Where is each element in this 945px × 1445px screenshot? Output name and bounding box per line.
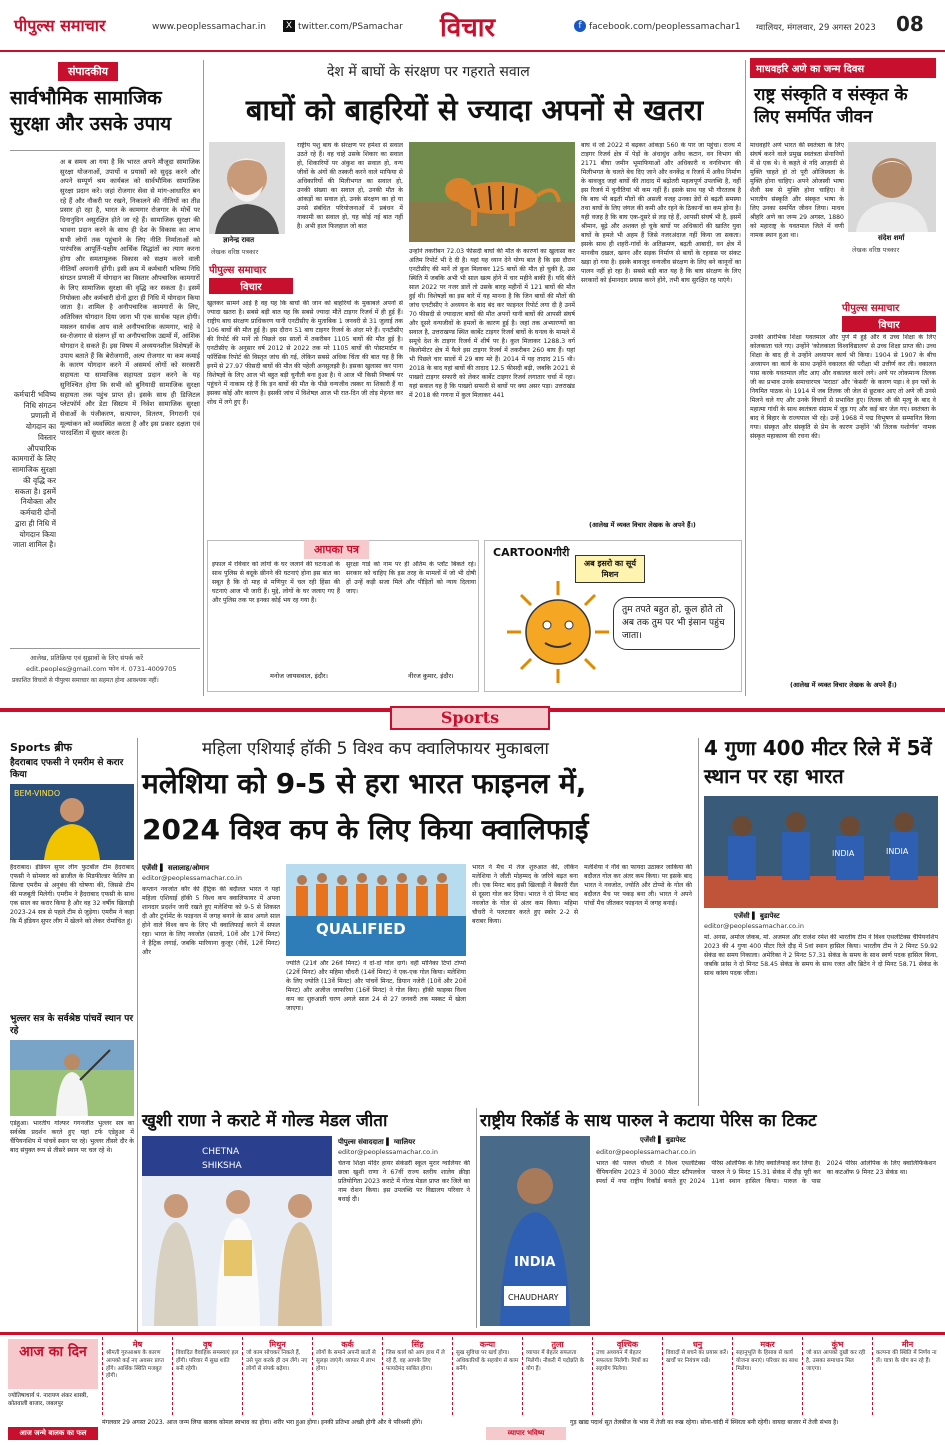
parul-story: [480, 1108, 938, 1328]
letter-1: इफाल में रविवार को लोगों के घर जलाने की घटनाओं के साथ पुलिस से बदूके छीनने की घटनाएं होना इस बात का सबूत है कि दो माह से मणिपुर में चल रही हिंसा की घटनाएं आज भी जारी हैं। मुद्दे, लोगों के घर जलाए गए हैं और पुलिस तक पर इनका कोई भय रह गया है।: [212, 561, 340, 604]
brand-logo: पीपुल्स समाचार: [209, 265, 267, 276]
brief-tag: Sports ब्रीफ: [10, 741, 73, 754]
tiger-col1: राष्ट्रीय पशु बाघ के संरक्षण पर हमेशा से सवाल उठते रहे हैं। वह चाहे उसके शिकार का सवाल हो, शिकारियों पर अंकुश का सवाल हो, वन्य जीवों के अंगों की तस्करी करने वाले माफिया से अधिकारियों की मिलीभगत का सवाल हो, उनकी संख्या का सवाल हो, उनकी मौत के आंकड़ों का सवाल हो, उनके संरक्षण का हो या उनसे संबंधित परियोजनाओं में प्रबंधन में नाकामी का सवाल हो, यह कोई नई बात नहीं है। अभी हाल फिलहाल जो बात: [297, 142, 403, 230]
letters-title: आपका पत्र: [304, 540, 369, 559]
qualified-banner: QUALIFIED: [316, 920, 406, 938]
tiger-kicker: देश में बाघों के संरक्षण पर गहराते सवाल: [327, 64, 530, 80]
astrologer-note: ज्योतिषाचार्य पं. नारायण शंकर शास्त्री, कोतवाली बाजार, जबलपुर: [8, 1393, 89, 1407]
twitter-icon: X: [283, 20, 295, 32]
letter-2: सुरक्षा गार्ड को नाम पर ही अंतिम के प्लॉट बिकते रहे। सरकार को चाहिए कि इस तरह के मामलों में जो भी दोषी हों उन्हें कड़ी सजा मिले और पीड़ितों को न्याय दिलाया जाए।: [346, 561, 476, 595]
editorial-tag: संपादकीय: [58, 62, 118, 81]
khushi-story: [142, 1108, 472, 1328]
tiger-article: [207, 56, 742, 536]
horoscope-strip: [0, 1332, 945, 1445]
parul-body: भारत की पारुल चौधरी ने विश्व एथलेटिक्स चैंपियनशिप 2023 में 3000 मीटर स्टीपलचेज स्पर्धा में नया राष्ट्रीय रिकॉर्ड बनाते हुए 2024 पेरिस ओलंपिक के लिए क्वालिफाई कर लिया है। पारुल ने 9 मिनट 15.31 सेकंड में दौड़ पूरी कर 11वां स्थान हासिल किया। पारुल के पास 2024 पेरिस ओलंपिक के लिए क्वालिफिकेशन का कटऑफ 9 मिनट 23 सेकंड था।: [596, 1160, 936, 1185]
apte-body-2: उनकी आरंभिक शिक्षा यवतमाल और पुणे में हुई और वे उच्च शिक्षा के लिए कोलकाता चले गए। उन्होंने 'कोलकाता विश्वविद्यालय' से उच्च शिक्षा प्राप्त की। उच्च शिक्षा के बाद ही वे उन्होंने अध्यापन कार्य भी किया। 1904 से 1907 के बीच अध्यापन का कार्य के साथ उन्होंने वकालत की परीक्षा भी उत्तीर्ण कर ली। वकालत पास करके यवतमाल लौट आए और वकालत करने लगे। अणे पर लोकमान्य तिलक जी का प्रभाव उनके समाचारपत्र 'मराठा' और 'केसरी' के कारण पड़ा। वे इन पत्रों के नियमित पाठक थे। 1914 में जब तिलक जी जेल से छूटकर आए तो अणे जी उनसे मिलने चले गए और उनके विचारों से प्रभावित हुए। तिलक जी की मृत्यु के बाद वे महात्मा गांधी के साथ स्वतंत्रता संग्राम में जुड़ गए और कई बार जेल गए। स्वतंत्रता के बाद वे बिहार के राज्यपाल भी रहे। उन्हें 1968 में पद्म विभूषण से सम्मानित किया गया। संस्कृत और संस्कृति से प्रेम के कारण उन्होंने 'श्री तिलक यशोर्णव' नामक संस्कृत महाकाव्य की रचना की।: [750, 334, 936, 440]
brand-tag: विचार: [209, 278, 293, 294]
apte-tag: माधवहरि अणे का जन्म दिवस: [750, 58, 936, 78]
masthead: [0, 0, 945, 52]
parul-headline: राष्ट्रीय रिकॉर्ड के साथ पारुल ने कटाया पेरिस का टिकट: [480, 1111, 817, 1131]
svg-text:BEM-VINDO: BEM-VINDO: [14, 789, 61, 798]
svg-text:CHAUDHARY: CHAUDHARY: [508, 1293, 559, 1302]
parul-photo: [480, 1136, 590, 1326]
editorial-body: अ ब समय आ गया है कि भारत अपने मौजूदा सामाजिक सुरक्षा योजनाओं, उपायों व प्रयासों को सुदृढ़ करने और अपने सम्पूर्ण श्रम कार्यबल को सार्वभौमिक सामाजिक सुरक्षा प्रदान करे। जहां रोजगार सेवा से मांग-आधारित बन रहे हैं और नौकरी पर रखने, निकालने की नीतियों का तीव्र प्रसार हो रहा है, भारत के कामगार रोजगार के मोर्चे पर दिनानुदिन असुरक्षित होते जा रहे हैं। सामाजिक सुरक्षा की भावना प्रदान करने के साथ ही देश के विकास का लाभ सभी लोगों तक पहुंचाने के लिए नीति निर्माताओं को पारंपरिक आपूर्ति-पक्षीय आर्थिक सिद्धांतों का त्याग करना होगा और समतामूलक विकास को सक्षम करने वाली नीतियाँ अपनानी होंगी। इसी क्रम में कर्मचारी भविष्य निधि संगठन प्रणाली में योगदान का विस्तार औपचारिक कामगारों के लिए सामाजिक सुरक्षा की वृद्धि कर सकता है। इसमें नियोक्ता और कर्मचारी दोनों द्वारा ही निधि में योगदान किया जाता है। शामिल है अनौपचारिक कामगारों के लिए, अतिरिक्त योगदान दिया जाना भी एक सार्थक पहल होगी। मसलन सार्थक आय वाले अनौपचारिक कामगार, चाहे वे स्व-रोजगार से संलग्न हों या अनौपचारिक उद्यमों में, आंशिक योगदान दे सकते हैं। इस विषय में अध्ययनशील विशेषज्ञों के उपाय बताते हैं कि बेरोजगारी, अल्प रोजगार या कम कमाई के कारण योगदान करने में असमर्थ लोगों को सरकारी सहायता या सामाजिक सहायता प्रदान करने के यह सुनिश्चित होगा कि सभी को बुनियादी सामाजिक सुरक्षा सहायता तक पहुंच प्राप्त हो। इसके साथ ही डिजिटल प्लेटफॉर्म और डेटा सिस्टम में निवेश सामाजिक सुरक्षा सेवाओं के पंजीकरण, सत्यापन, वितरण, निगरानी एवं मूल्यांकन को व्यवस्थित करता है और इस प्रकार दक्षता एवं पारदर्शिता में सुधार करता है।: [60, 158, 200, 438]
hockey-body-1: कप्तान नवजोत कौर की हैट्रिक की बदौलत भारत ने यहां महिला एशियाई हॉकी 5 विश्व कप क्वालिफायर में अपना शानदार प्रदर्शन जारी रखते हुए मलेशिया को 9-5 से शिकस्त दी और टूर्नामेंट के फाइनल में जगह बनाने के साथ अगले साल होने वाले विश्व कप के लिए भी क्वालिफाई करने में सफल रहा। भारत के लिए नवजोत (सातवें, 10वें और 17वें मिनट) ने हैट्रिक लगाई, जबकि मारियाना कुजूर (नौवें, 12वें मिनट) और: [142, 886, 280, 956]
birthday-tag: आज जन्मे बालक का फल: [8, 1427, 98, 1440]
sports-banner-label: Sports: [440, 708, 500, 727]
birthday-text: मंगलवार 29 अगस्त 2023. आज जन्म लिया बालक कोमल स्वभाव का होगा। शरीर भरा हुआ होगा। इनकी प्रतिभा अच्छी होगी और ये परिश्रमी होंगे।: [102, 1419, 423, 1426]
rashi-kanya: कन्या सुख सुविधा पर खर्च होगा। अधिकारियों के सहयोग से काम बनेंगे।: [452, 1337, 522, 1415]
web-url[interactable]: www.peoplessamachar.in: [152, 22, 266, 32]
hockey-kicker: महिला एशियाई हॉकी 5 विश्व कप क्वालिफायर मुकाबला: [202, 739, 549, 759]
hockey-headline-1: मलेशिया को 9-5 से हरा भारत फाइनल में,: [142, 767, 587, 800]
horoscope-title-box: [8, 1339, 98, 1389]
letters-box: [207, 540, 479, 692]
author-name: ज्ञानेन्द्र रावत: [223, 236, 255, 244]
masthead-logo[interactable]: पीपुल्स समाचार: [14, 16, 106, 35]
dateline: ग्वालियर, मंगलवार, 29 अगस्त 2023: [756, 23, 876, 33]
brand-block: [209, 262, 293, 292]
rashi-grid: [102, 1337, 942, 1415]
twitter-handle[interactable]: twitter.com/PSamachar: [298, 22, 403, 32]
parul-runner-image: [480, 1136, 590, 1326]
footballer-image: [10, 784, 134, 860]
hockey-email[interactable]: editor@peoplessamachar.co.in: [142, 874, 242, 882]
cartoon-title: CARTOONगीरी: [493, 546, 570, 559]
horoscope-title: आज का दिन: [19, 1344, 87, 1360]
brief2-photo: [10, 1040, 134, 1116]
editorial-title: सार्वभौमिक सामाजिक सुरक्षा और उसके उपाय: [10, 87, 172, 135]
letter-1-sign: मनोज जायसवाल, इंदौर।: [270, 672, 329, 680]
tiger-image: [409, 142, 575, 242]
rashi-kumbh: कुंभ जो बात आपको दुखी कर रही है, उसका समाधान मिल जाएगा।: [802, 1337, 872, 1415]
cartoon-box: [484, 540, 742, 692]
vyapar-text: गुड़ खाद्य पदार्थ सूत तेलबीज के भाव में तेजी का रुख रहेगा। सोना-चांदी में स्थिरता बनी रहेगी। वायदा बाजार में तेजी संभव है।: [570, 1419, 839, 1426]
letter-2-sign: नीरज कुमार, इंदौर।: [408, 672, 454, 680]
relay-byline: एजेंसी ▌ बुडापेस्ट: [734, 912, 780, 920]
editorial-pull-quote: कर्मचारी भविष्य निधि संगठन प्रणाली में योगदान का विस्तार औपचारिक कामगारों के लिए सामाजिक सुरक्षा की वृद्धि कर सकता है। इसमें नियोक्ता और कर्मचारी दोनों द्वारा ही निधि में योगदान किया जाता शामिल है।: [11, 390, 56, 550]
author-role: लेखक वरिष्ठ पत्रकार: [211, 248, 259, 256]
svg-text:SHIKSHA: SHIKSHA: [202, 1161, 242, 1171]
parul-byline: एजेंसी ▌ बुडापेस्ट: [640, 1136, 686, 1144]
rashi-vrishchik: वृश्चिक उच्च अध्ययन में बेहतर सफलता मिलेगी। मित्रों का सहयोग मिलेगा।: [592, 1337, 662, 1415]
footer-disclaimer: प्रकाशित विचारों से पीपुल्स समाचार का सहमत होना आवश्यक नहीं।: [12, 677, 159, 684]
tiger-col2: उन्होंने तकरीबन 72.03 फीसदी बाघों की मौत के कारणों का खुलासा कर अंतिम रिपोर्ट भी दे दी है। यहां यह ध्यान देने योग्य बात है कि इस दौरान एनटीसीए की मानें तो कुल मिलाकर 125 बाघों की मौत हो चुकी है, उस स्थिति में जबकि अभी भी साल खत्म होने में चार महीने बाकी हैं। यदि बीते साल 2022 पर नजर डालें तो उसके बारह महीनों में 121 बाघों की मौत हुई थी। विशेषज्ञों का इस बारे में यह मानना है कि जिन बाघों की मौतों की जांच एनटीसीए ने अध्ययन के बाद बंद कर फाइनल रिपोर्ट लगा दी है उनमें 70 फीसदी से ज्यादातर बाघों की मौत अपनों यानी बाघों की आपसी संघर्ष और दूसरे वन्यजीवों के हमलों के कारण हुई है। जहां तक अभ्यारण्यों का सवाल है, उत्तराखण्ड स्थित कार्बेट टाइगर रिजर्व बाघों के घनत्व के मामले में समूचे देश के टाइगर रिजर्व में शीर्ष पर है। कुल मिलाकर 1288.3 वर्ग किलोमीटर क्षेत्र में फैले इस टाइगर रिजर्व में तकरीबन 260 बाघ हैं। यहां भी पिछले चार सालों में 29 बाघ मरे हैं। 2014 में यह तादाद 215 थी। 2018 के बाद यहां बाघों की तादाद 12.5 फीसदी बढ़ी, जबकि 2021 से पाखरो टाइगर सफारी को लेकर कार्बेट टाइगर रिजर्व लगातार चर्चा में रहा। यहां सवाल यह है कि पाखरो सफारी से बाघों पर क्या असर पड़ा। उत्तराखंड में 2018 की गणना में कुल मिलाकर 441: [409, 248, 575, 399]
khushi-headline: खुशी राणा ने कराटे में गोल्ड मेडल जीता: [142, 1111, 388, 1131]
khushi-medal-image: [142, 1136, 332, 1326]
hockey-body-3: भारत ने मैच में तेज शुरुआत की, लेकिन मलेशिया ने जीती मोहम्मद के जरिये बढ़त बना ली। एक मिनट बाद इसी खिलाड़ी ने बैकारी रील से दूसरा गोल कर दिया। भारत ने दो मिनट बाद नवजोत के गोल से अंतर कम किया। महिमा चौधरी ने पलटवार करते हुए स्कोर 2-2 से बराबर किया।: [472, 864, 578, 925]
relay-story: [704, 730, 938, 1106]
brief2-title: भुल्लर सत्र के सर्वश्रेष्ठ पांचवें स्थान पर रहे: [10, 1014, 134, 1036]
cartoon-caption: अब इसरो का सूर्य मिशन: [575, 555, 645, 583]
sports-banner: [390, 706, 550, 730]
sun-cartoon: [503, 577, 613, 687]
cartoon-speech: तुम तपते बहुत हो, कूल होते तो अब तक तुम पर भी इंसान पहुंच जाता।: [613, 597, 735, 650]
editorial-footer: [10, 648, 200, 692]
apte-signoff: (आलेख में व्यक्त विचार लेखक के अपने हैं।): [790, 681, 897, 689]
tiger-col3: बाघ थे जो 2022 में बढ़कर आंकड़ा 560 के पार जा पहुंचा। राज्य में टाइगर रिजर्व क्षेत्र में पेड़ों के अंधाधुंध अवैध कटान, वन विभाग की 2171 बीघा जमीन भूमाफियाओं और अधिकारी व वनविभाग की मिलीभगत के चलते बेच दिए जाने और वनकेंद्र व रिजर्व में अवैध निर्माण के बावजूद जहां बाघों की तादाद में बढ़ोतरी महत्वपूर्ण उपलब्धि है, वहीं इस रिजर्व में चुनौतियां भी कम नहीं हैं। इसके साथ यह भी गौरतलब है कि बाघ भी बढ़ती मौतों की असली वजह उनका डेरों से बढ़ती समस्या तथा बाघों के लिए जंगल की कमी और रहने के ठिकानों का कम होना है। यही वजह है कि बाघ एक-दूसरे से लड़ रहे हैं, आपसी संघर्ष भी है, इसमें श्रीमान, बूढ़े और अशक्त हो चुके बाघों पर अधिकारों की खातिर युवा बाघों के हमले भी अहम हैं जिसे नजरअंदाज नहीं किया जा सकता। इसके साथ ही शहरी-गांवों के अतिक्रमण, बढ़ती आबादी, वन क्षेत्र में मानवीय दखल, खनन और सड़क निर्माण से बाघों के रहवास पर संकट खड़ा हो गया है। इसके बावजूद वन्यजीव संरक्षण के लिए बने कानूनों का पालन नहीं हो रहा है। सबसे बड़ी बात यह है कि बाघ संरक्षण के लिए सरकारों को ईमानदार प्रयास करने होंगे, तभी बाघ सुरक्षित रह पाएंगे।: [581, 142, 741, 284]
rashi-kark: कर्क लोगों के समाने अपनी बातों से सुलझ जाएंगे। व्यापार में लाभ होगा।: [312, 1337, 382, 1415]
brief1-body: हैदराबाद। इंडियन सुपर लीग फुटबॉल टीम हैदराबाद एफसी ने सोमवार को ब्राजील के मिडफील्डर फेलिप डा सिल्वा एमरीम से अनुबंध की घोषणा की, जिससे टीम की मजबूती मिलेगी। एमरीम ने हैदराबाद एफसी के साथ एक साल का करार किया है और वह 32 वर्षीय खिलाड़ी 2023-24 सत्र से पहले टीम से जुड़ेगा। एमरीम ने कहा कि मैं इंडियन सुपर लीग में खेलने को लेकर रोमांचित हूं।: [10, 864, 134, 925]
rashi-singh: सिंह जिस कार्य को आप हाथ में ले रहे हैं, वह आपके लिए फायदेमंद साबित होगा।: [382, 1337, 452, 1415]
khushi-email[interactable]: editor@peoplessamachar.co.in: [338, 1148, 438, 1156]
svg-text:INDIA: INDIA: [832, 849, 855, 858]
tiger-headline: बाघों को बाहरियों से ज्यादा अपनों से खतरा: [245, 93, 704, 127]
apte-photo: [848, 142, 936, 232]
vyapar-tag: व्यापार भविष्य: [486, 1427, 566, 1440]
apte-portrait-image: [848, 142, 936, 232]
apte-title: राष्ट्र संस्कृति व संस्कृत के लिए समर्पित जीवन: [754, 85, 908, 128]
relay-photo: [704, 796, 938, 908]
parul-email[interactable]: editor@peoplessamachar.co.in: [596, 1148, 696, 1156]
footer-email[interactable]: edit.peoples@gmail.com फोन नं. 0731-4009705: [26, 665, 177, 673]
rashi-mithun: मिथुन जो काम सोचकर निकले हैं, उसे पूरा करके ही दम लेंगे। नए लोगों से संपर्क बढ़ेगा।: [242, 1337, 312, 1415]
brief2-body: एडेहुआ। भारतीय गोल्फर गगनजीत भुल्लर सत्र का सर्वश्रेष्ठ प्रदर्शन करते हुए यहां टर्फ एडेहुआ में चैंपियनशिप में पांचवें स्थान पर रहे। भुल्लर तीसरे दौर के बाद संयुक्त रूप से तीसरे स्थान पर चल रहे थे।: [10, 1120, 134, 1154]
sports-brief-column: [10, 738, 134, 1188]
rashi-makar: मकर सहानुभूति के हिसाब से कार्य योजना बनाएं। परिवार का साथ मिलेगा।: [732, 1337, 802, 1415]
rashi-meen: मीन कल्पना की स्थिति में निर्णय ना लें। यात्रा के योग बन रहे हैं।: [872, 1337, 942, 1415]
author-photo: [209, 142, 285, 234]
author-portrait-image: [209, 142, 285, 234]
hockey-photo: [286, 864, 466, 956]
section-title: विचार: [440, 13, 496, 43]
tiger-col1b: खुलकर सामने आई है वह यह कि बाघों की जान को बाहरियों के मुकाबले अपनों से ज्यादा खतरा है। सबसे बड़ी बात यह कि सबसे ज्यादा मौतें टाइगर रिजर्व में ही हुई हैं। राष्ट्रीय बाघ संरक्षण प्राधिकरण यानी एनटीसीए के मुताबिक 1 जनवरी से 31 जुलाई तक 106 बाघों की मौत हुई है। इस दौरान 51 बाघ टाइगर रिजर्व के अंदर मरे हैं। एनटीसीए की रिपोर्ट की मानें तो पिछले दस सालों में तकरीबन 1105 बाघों की मौत हुई है। एनटीसीए के अनुसार वर्ष 2012 से 2022 तक मरे 1105 बाघों की पोस्टमार्टम व फॉरेंसिक रिपोर्ट की विस्तृत जांच की गई, लेकिन सबसे अधिक चिंता की बात यह है कि इनमें से 27.97 फीसदी बाघों की मौत की पहेली अनसुलझी है। इसका खुलासा कर पाना विशेषज्ञों के लिए आज भी बहुत बड़ी चुनौती बना हुआ है। ये आज भी किसी निष्कर्ष पर पहुंचने में नाकाम रहे हैं कि इन बाघों की मौत के पीछे वन्यजीव तस्कर या शिकारी हैं या इसका कोई और कारण है। इसकी जांच में विशेषज्ञ आज भी रात-दिन जी तोड़ मेहनत कर शोध में लगे हुए हैं।: [207, 300, 403, 406]
rashi-tula: तुला व्यापार में बेहतर सफलता मिलेगी। नौकरी में पदोन्नति के योग हैं।: [522, 1337, 592, 1415]
svg-text:INDIA: INDIA: [886, 847, 909, 856]
apte-article: [750, 58, 936, 692]
rashi-vrish: वृष विवादित वैवाहिक समस्याएं हल होंगी। परिवार में सुख शांति बनी रहेगी।: [172, 1337, 242, 1415]
apte-brand-tag: विचार: [842, 316, 936, 332]
rashi-mesh: मेष श्रीमती गुरुआश्रय के कारण आपको कई नए अवसर प्राप्त होंगे। आर्थिक स्थिति मजबूत होगी।: [102, 1337, 172, 1415]
hockey-story: [142, 730, 694, 1106]
apte-brand-logo: पीपुल्स समाचार: [842, 303, 900, 314]
apte-author-role: लेखक वरिष्ठ पत्रकार: [852, 246, 900, 254]
page-number: 08: [896, 12, 924, 36]
svg-text:CHETNA: CHETNA: [202, 1147, 240, 1157]
tiger-photo: [409, 142, 575, 242]
editorial-column: [10, 60, 200, 690]
footer-contact: आलेख, प्रतिक्रिया एवं सुझावों के लिए संपर्क करें: [30, 654, 144, 662]
brief1-title: हैदराबाद एफसी ने एमरीम से करार किया: [10, 758, 124, 780]
tiger-signoff: (आलेख में व्यक्त विचार लेखक के अपने हैं।): [589, 521, 696, 529]
hockey-body-4: मलेशिया ने नौंवे का फायदा उठाकर जाकिया की बदौलत गोल कर अंतर कम किया। पर इसके बाद भारत ने नवजोत, ज्योति और टोप्पो के गोल की बदौलत मैच पर पकड़ बना ली। भारत ने अपने पांचों मैच जीतकर फाइनल में जगह बनाई।: [584, 864, 692, 907]
rashi-dhanu: धनु विवादों से बचने का प्रयास करें। खर्चों पर नियंत्रण रखें।: [662, 1337, 732, 1415]
svg-text:INDIA: INDIA: [514, 1255, 556, 1270]
apte-author: संदेश शर्मा: [878, 234, 905, 242]
apte-brand-block: [842, 300, 936, 330]
golfer-image: [10, 1040, 134, 1116]
relay-body: मो. अनस, अमोज जेकब, मो. अजमल और राजेश रमेश की भारतीय टीम ने विश्व एथलेटिक्स चैंपियनशिप 2023 की 4 गुणा 400 मीटर रिले दौड़ में 5वां स्थान हासिल किया। भारतीय टीम ने 2 मिनट 59.92 सेकंड का समय निकाला। अमेरिका ने 2 मिनट 57.31 सेकंड के समय के साथ स्वर्ण पदक हासिल किया, जबकि फ्रांस ने दो मिनट 58.45 सेकंड के समय के साथ रजत और ब्रिटेन ने दो मिनट 58.71 सेकंड के साथ कांस्य पदक जीता।: [704, 934, 938, 977]
relay-runners-image: [704, 796, 938, 908]
khushi-body: चेतना शिक्षा मंदिर हायर सेकंडरी स्कूल मुरार ग्वालियर की छात्रा खुशी राणा ने 67वीं राज्य स्तरीय शालेय क्रीड़ा प्रतियोगिता 2023 कराटे में गोल्ड मेडल प्राप्त कर जिले का नाम रोशन किया। इस उपलब्धि पर विद्यालय परिवार ने बधाई दी।: [338, 1160, 470, 1203]
hockey-team-image: [286, 864, 466, 956]
facebook-icon: f: [574, 20, 586, 32]
relay-headline: 4 गुणा 400 मीटर रिले में 5वें स्थान पर रहा भारत: [704, 736, 932, 788]
hockey-headline-2: 2024 विश्व कप के लिए किया क्वालिफाई: [142, 813, 589, 846]
brief1-photo: [10, 784, 134, 860]
facebook-handle[interactable]: facebook.com/peoplessamachar1: [589, 22, 741, 32]
relay-email[interactable]: editor@peoplessamachar.co.in: [704, 922, 804, 930]
hockey-byline: एजेंसी ▌ सलालाह/ओमान: [142, 864, 210, 872]
apte-body-1: माधवहरि अणे भारत की स्वतंत्रता के लिए संघर्ष करने वाले प्रमुख स्वतंत्रता सेनानियों में से एक थे। वे कहते थे नदि आज़ादी से मुक्ति चाहते हो तो पूरी ओजिस्वता के मुक्ति होना चाहिए। अपने ओजस्वी भाषा शैली सब से मुक्ति होना चाहिए। वे भारतीय संस्कृति और संस्कृत भाषा के लिए उनका समर्पित जीवन लिया। माधव श्रीहरि अणे का जन्म 29 अगस्त, 1880 को महाराष्ट्र के यवतमाल जिले में वणी नामक स्थान हुआ था।: [750, 142, 844, 239]
khushi-photo: [142, 1136, 332, 1326]
hockey-body-2: ज्योति (21वें और 26वें मिनट) ने दो-दो गोल दागे। वहीं मोनिका टिपो टोप्पो (22वें मिनट) और महिमा चौधरी (14वें मिनट) ने एक-एक गोल किया। मलेशिया के लिए ज्योति (13वें मिनट) और पांचवें मिनट, डियान नजेरी (10वें और 20वें मिनट) और अजीज जाफरिया (16वें मिनट) ने गोल किए। हॉकी फाइव्स विश्व कप का शुरुआती चरण अगले साल 24 से 27 जनवरी तक मस्कट में खेला जाएगा।: [286, 960, 466, 1012]
khushi-byline: पीपुल्स संवाददाता ▌ ग्वालियर: [338, 1138, 416, 1146]
